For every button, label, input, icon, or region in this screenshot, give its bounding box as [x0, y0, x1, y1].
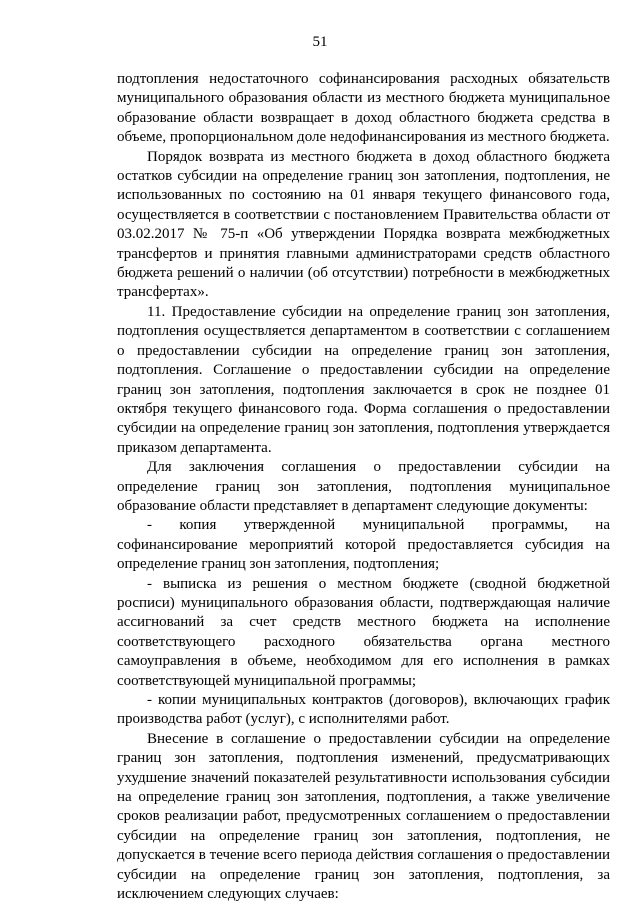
list-item-budget-extract: - выписка из решения о местном бюджете (сводной бюджетной росписи) муниципального образования области, подтверждающая наличие ассигнований за счет средств местного бюджета на исполнение соответствующего расходного обязательства органа местного самоуправления в объеме, необходимом для его исполнения в рамках соответствующей муниципальной программы; — [117, 575, 610, 689]
paragraph-section-11: 11. Предоставление субсидии на определение границ зон затопления, подтопления осуществляется департаментом в соответствии с соглашением о предоставлении субсидии на определение границ зон затопления, подтопления. Соглашение о предоставлении субсидии на определение границ зон затопления, подтопления заключается в срок не позднее 01 октября текущего финансового года. Форма соглашения о предоставлении субсидии на определение границ зон затопления, подтопления утверждается приказом департамента. — [117, 303, 610, 456]
list-item-program-copy: - копия утвержденной муниципальной программы, на софинансирование мероприятий которой предоставляется субсидия на определение границ зон затопления, подтопления; — [117, 517, 610, 573]
page-number: 51 — [312, 34, 328, 50]
paragraph-documents-intro: Для заключения соглашения о предоставлении субсидии на определение границ зон затопления, подтопления муниципальное образование области представляет в департамент следующие документы: — [117, 459, 610, 514]
document-body — [117, 70, 610, 904]
list-item-contract-copies: - копии муниципальных контрактов (договоров), включающих график производства работ (услуг), с исполнителями работ. — [117, 692, 610, 728]
paragraph-return-procedure: Порядок возврата из местного бюджета в доход областного бюджета остатков субсидии на определение границ зон затопления, подтопления, не использованных по состоянию на 01 января текущего финансового года, осуществляется в соответствии с постановлением Правительства области от 03.02.2017 № 75-п «Об утверждении Порядка возврата межбюджетных трансфертов и принятия главными администраторами средств областного бюджета решений о наличии (об отсутствии) потребности в межбюджетных трансфертах». — [117, 148, 610, 301]
paragraph-refund-continuation: подтопления недостаточного софинансирования расходных обязательств муниципального образования области из местного бюджета муниципальное образование области возвращает в доход областного бюджета средства в объеме, пропорциональном доле недофинансирования из местного бюджета. — [117, 71, 610, 146]
paragraph-agreement-changes: Внесение в соглашение о предоставлении субсидии на определение границ зон затопления, подтопления изменений, предусматривающих ухудшение значений показателей результативности использования субсидии на определение границ зон затопления, подтопления, а также увеличение сроков реализации работ, предусмотренных соглашением о предоставлении субсидии на определение границ зон затопления, подтопления, не допускается в течение всего периода действия соглашения о предоставлении субсидии на определение границ зон затопления, подтопления, за исключением следующих случаев: — [117, 730, 610, 903]
